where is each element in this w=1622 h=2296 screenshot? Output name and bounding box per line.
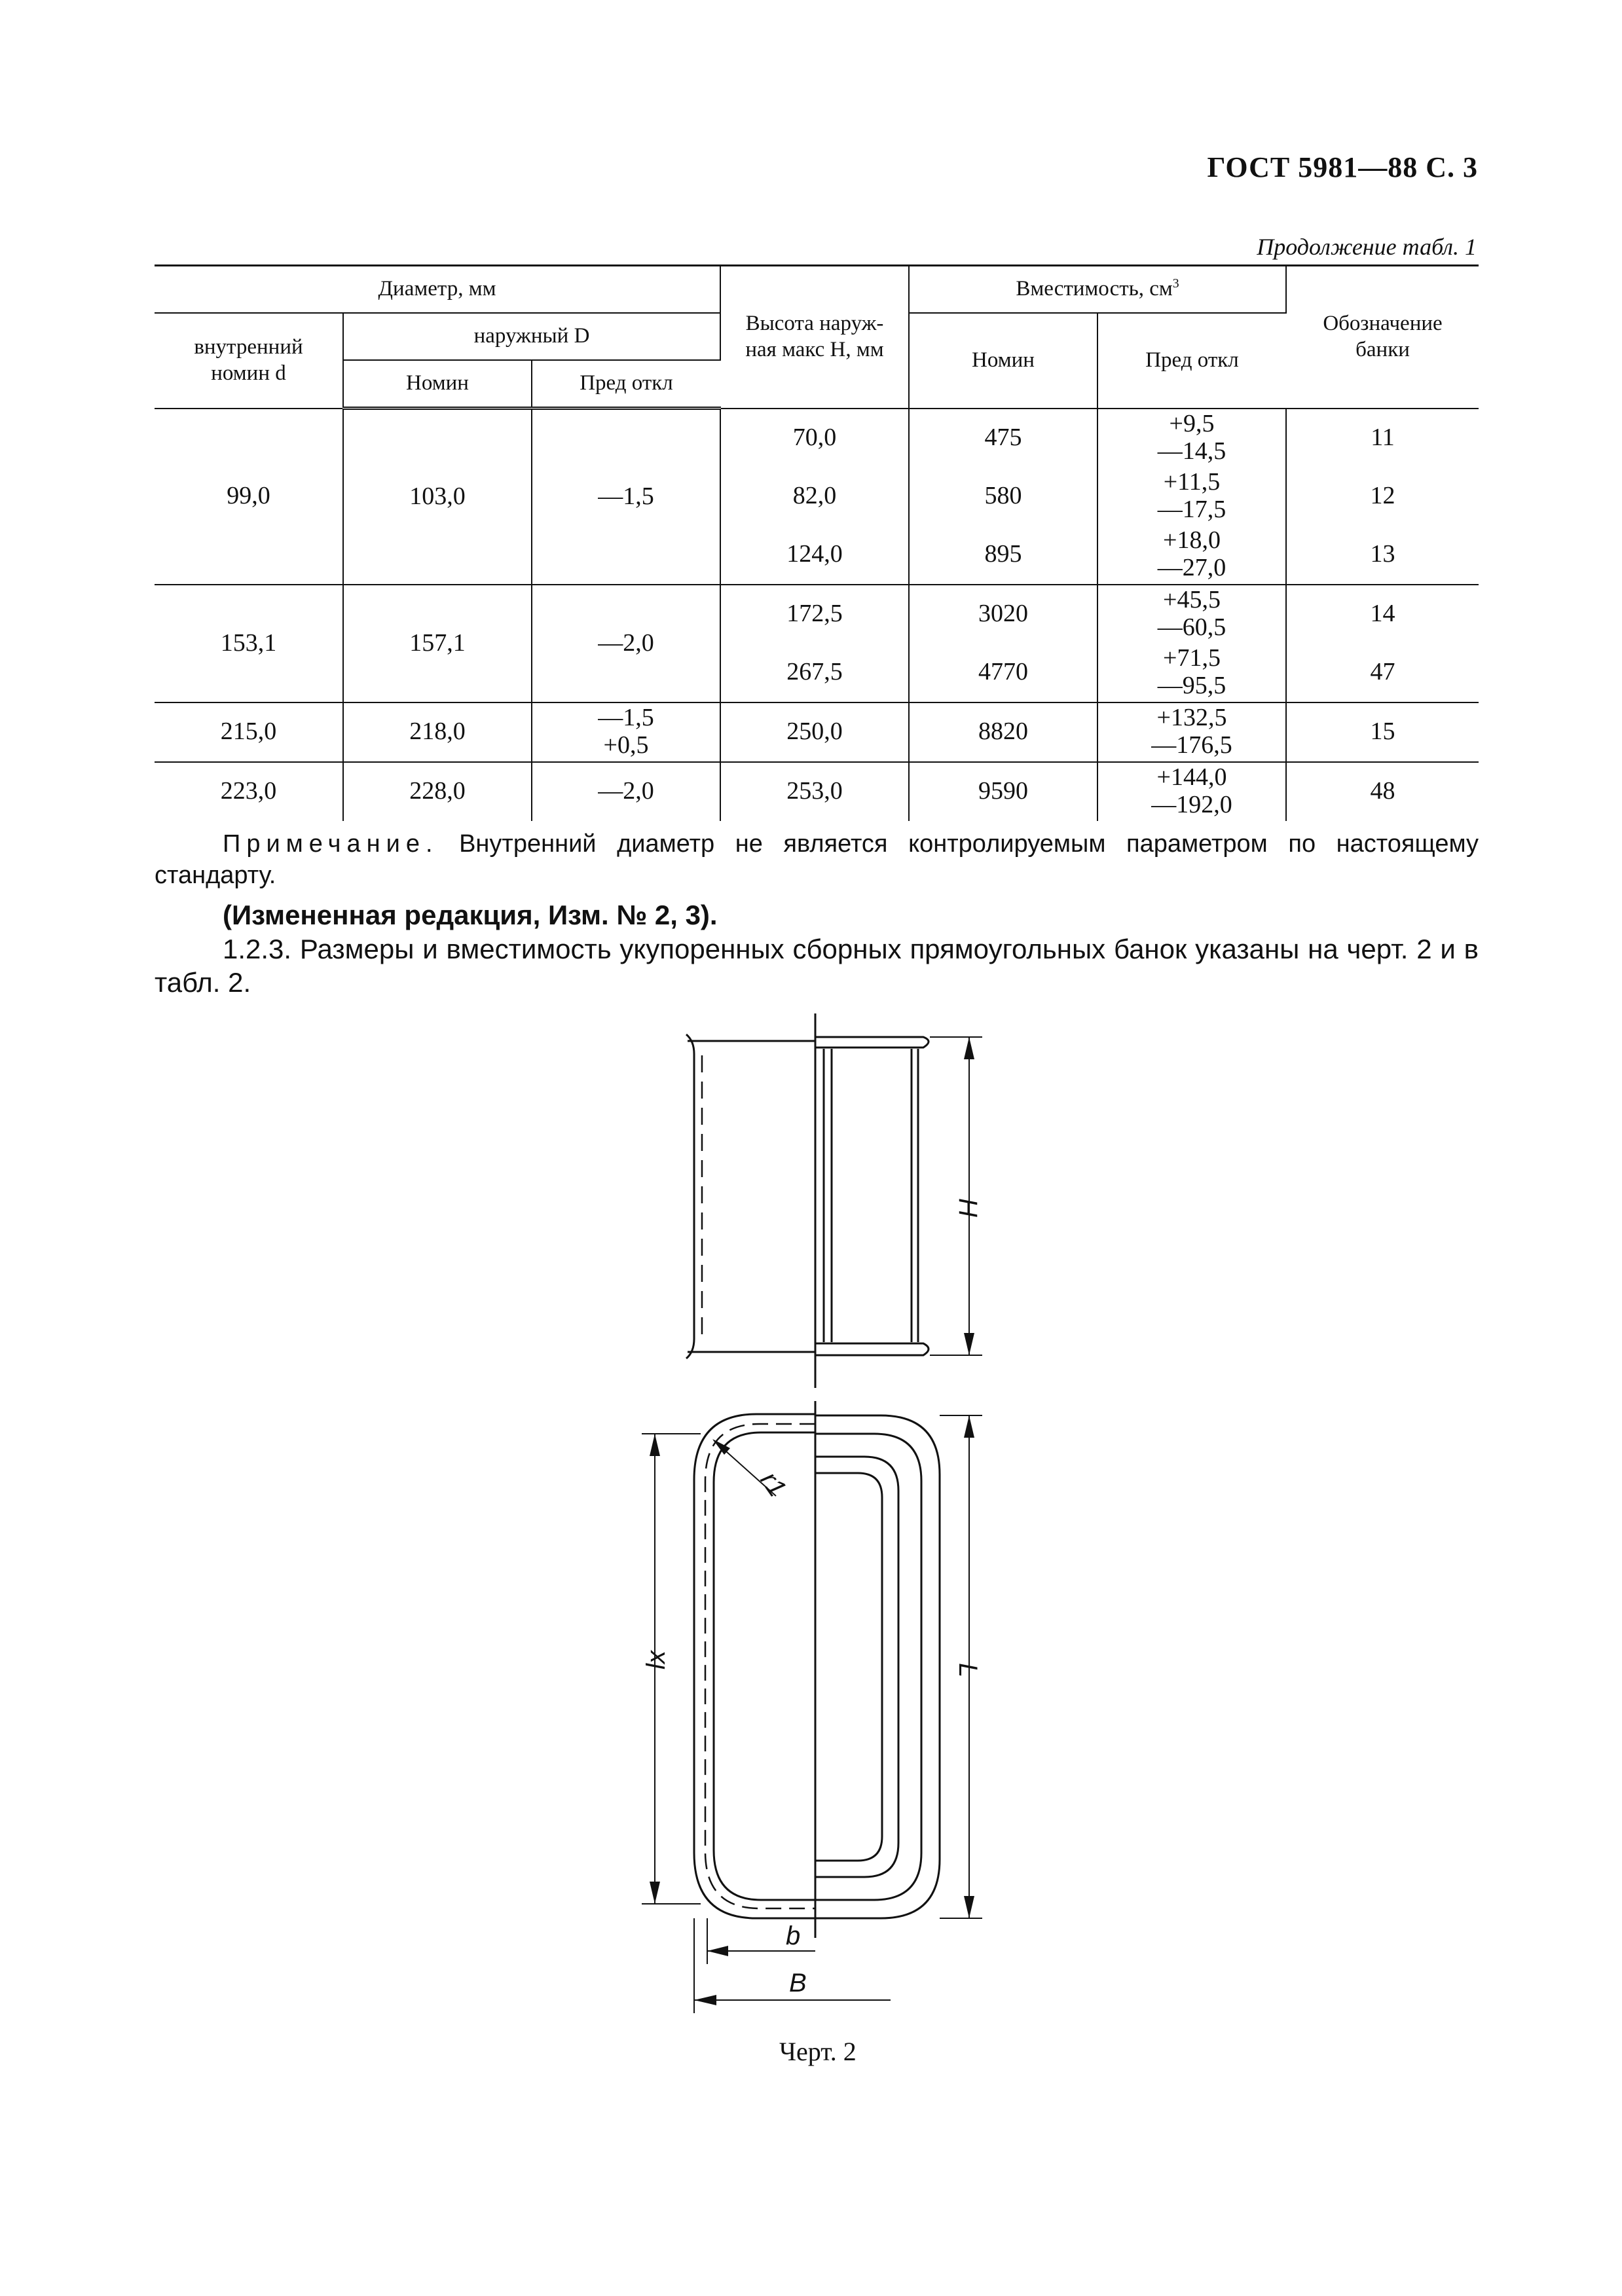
table-continuation-label: Продолжение табл. 1 — [1257, 234, 1477, 260]
height-cell: 253,0 — [720, 762, 909, 821]
code-cell: 15 — [1286, 702, 1479, 762]
cap-nom-cell: 895 — [909, 526, 1097, 585]
table-row — [155, 702, 1479, 762]
outer-nom-cell: 218,0 — [343, 702, 532, 762]
cap-dev-cell: +45,5 —60,5 — [1097, 585, 1286, 644]
code-cell: 12 — [1370, 482, 1395, 510]
can-drawing — [629, 1008, 995, 2030]
code-cell: 11 — [1371, 424, 1395, 452]
cap-dev-cell: +18,0 —27,0 — [1097, 526, 1286, 585]
inner-cell: 223,0 — [155, 762, 343, 821]
capacity-header: Вместимость, $см^3$ — [909, 266, 1286, 314]
cap-dev-cell: +144,0 —192,0 — [1097, 762, 1286, 821]
capacity-table — [155, 264, 1479, 821]
outer-dev-header: Пред откл — [532, 360, 720, 409]
outer-nom-cell: 157,1 — [343, 585, 532, 702]
inner-cell: 99,0 — [155, 409, 343, 585]
cap-nom-cell: 3020 — [909, 585, 1097, 644]
code-cell: 14 — [1370, 600, 1395, 628]
label-L: L — [953, 1663, 982, 1678]
code-cell: 47 — [1286, 644, 1479, 702]
page-header: ГОСТ 5981—88 С. 3 — [1207, 151, 1478, 183]
height-cell: 267,5 — [720, 644, 909, 702]
code-cell: 13 — [1286, 526, 1479, 585]
cap-nom-cell: 9590 — [909, 762, 1097, 821]
code-cell: 48 — [1370, 777, 1395, 805]
cap-nom-cell: 580 — [909, 467, 1097, 526]
cap-nom-cell: 8820 — [909, 702, 1097, 762]
height-header: Высота наруж- ная макс H, мм — [720, 266, 909, 409]
capacity-dev-header: Пред откл — [1097, 313, 1286, 409]
cap-dev-cell: +9,5 —14,5 — [1097, 409, 1286, 467]
paragraph-1-2-3: 1.2.3. Размеры и вместимость укупоренных сборных прямоугольных банок указаны на черт. 2 и в табл. 2. — [155, 934, 1479, 998]
cap-dev-cell: +132,5 —176,5 — [1097, 702, 1286, 762]
table-row — [155, 762, 1479, 821]
cap-nom-cell: 475 — [909, 409, 1097, 467]
inner-diameter-header: внутренний номин d — [155, 313, 343, 409]
label-r1: r1 — [754, 1466, 792, 1503]
outer-dev-cell: —1,5 — [532, 409, 720, 585]
outer-nom-cell: 228,0 — [343, 762, 532, 821]
outer-dev-cell: —2,0 — [532, 585, 720, 702]
capacity-nom-header: Номин — [909, 313, 1097, 409]
inner-cell: 153,1 — [155, 585, 343, 702]
height-cell: 124,0 — [720, 526, 909, 585]
plan-view — [642, 1401, 982, 2013]
table-note: Примечание. Внутренний диаметр не является контролируемым параметром по настоящему стандарту. — [155, 830, 1479, 890]
height-cell: 82,0 — [720, 467, 909, 526]
height-cell: 70,0 — [720, 409, 909, 467]
cap-dev-cell: +11,5 —17,5 — [1097, 467, 1286, 526]
cap-dev-cell: +71,5 —95,5 — [1097, 644, 1286, 702]
label-B: B — [789, 1969, 807, 1997]
inner-cell: 215,0 — [155, 702, 343, 762]
table-row — [155, 409, 1479, 467]
outer-dev-cell: —1,5 +0,5 — [532, 702, 720, 762]
height-cell: 250,0 — [720, 702, 909, 762]
outer-diameter-header: наружный D — [343, 313, 720, 360]
figure-caption: Черт. 2 — [779, 2037, 857, 2066]
diameter-header: Диаметр, мм — [155, 266, 720, 314]
label-H: H — [953, 1198, 982, 1217]
outer-dev-cell: —2,0 — [532, 762, 720, 821]
amendment-note: (Измененная редакция, Изм. № 2, 3). — [223, 900, 718, 930]
height-cell: 172,5 — [720, 585, 909, 644]
cap-nom-cell: 4770 — [909, 644, 1097, 702]
designation-header: Обозначение банки — [1286, 266, 1479, 409]
table-row — [155, 585, 1479, 644]
outer-nom-header: Номин — [343, 360, 532, 409]
side-view — [686, 1013, 982, 1388]
label-b: b — [786, 1922, 801, 1950]
outer-nom-cell: 103,0 — [343, 409, 532, 585]
label-lx: lx — [642, 1650, 671, 1669]
